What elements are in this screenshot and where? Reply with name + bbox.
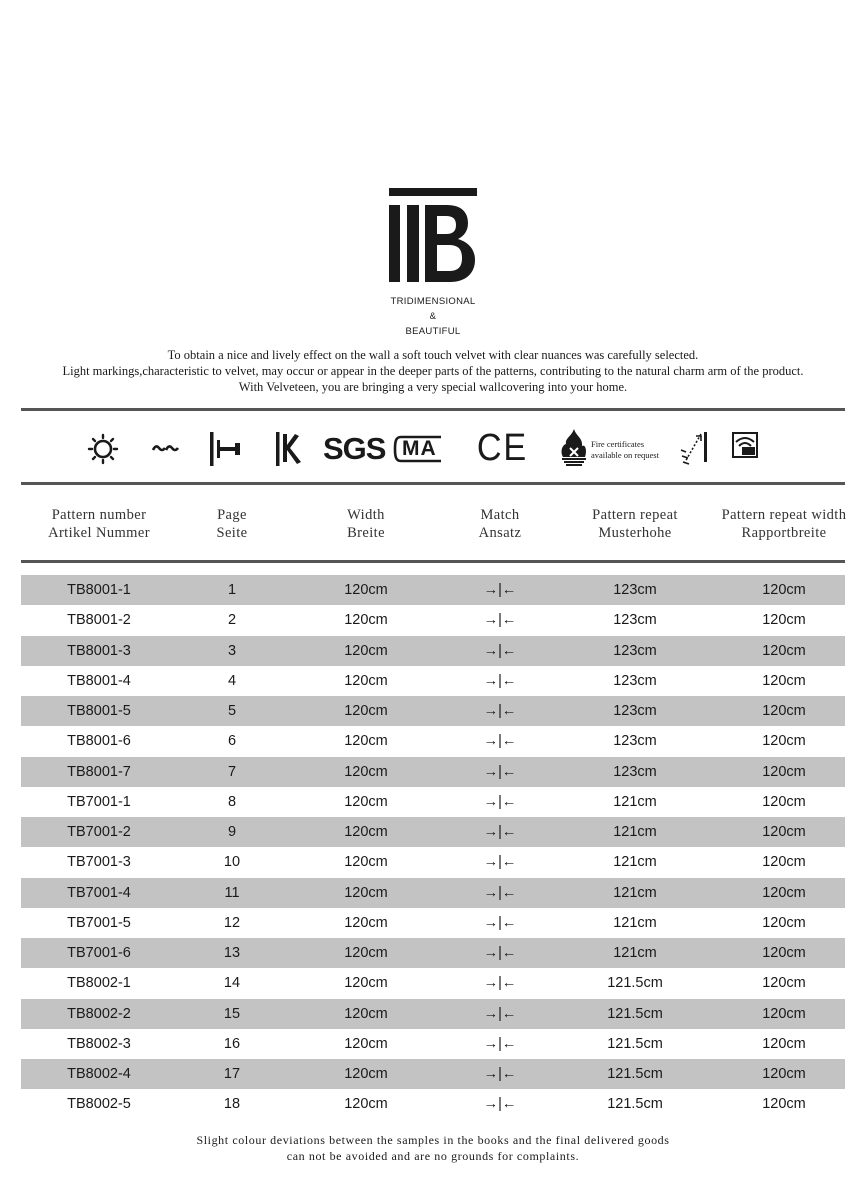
- table-row: [21, 968, 845, 998]
- cell-page: 17: [223, 1066, 241, 1082]
- cell-page: 10: [223, 854, 241, 871]
- cell-pattern: TB8001-4: [67, 672, 131, 689]
- header-divider: [21, 560, 845, 563]
- cell-page: 16: [223, 1035, 241, 1052]
- peelable-icon: [679, 428, 713, 468]
- cell-match: →|←: [483, 582, 517, 598]
- cell-match: →|←: [483, 854, 517, 871]
- header-en: Pattern repeat width: [721, 507, 847, 523]
- cell-repeat: 121cm: [613, 945, 657, 961]
- table-row: [21, 1029, 845, 1059]
- cell-page: 13: [223, 945, 241, 961]
- cell-repeat: 121.5cm: [607, 975, 663, 992]
- cell-repeat-width: 120cm: [762, 854, 806, 871]
- brand-line-1: TRIDIMENSIONAL: [390, 296, 476, 307]
- cell-repeat-width: 120cm: [762, 733, 806, 750]
- cell-page: 4: [227, 672, 237, 689]
- cell-match: →|←: [483, 733, 517, 750]
- washable-icon: [732, 432, 758, 458]
- cell-pattern: TB7001-4: [67, 884, 131, 901]
- cell-match: →|←: [483, 642, 517, 659]
- cell-page: 15: [223, 1005, 241, 1022]
- table-row: [21, 757, 845, 787]
- cell-pattern: TB8002-3: [67, 1035, 131, 1052]
- cell-pattern: TB8001-6: [67, 733, 131, 750]
- cell-match: →|←: [483, 672, 517, 689]
- cell-repeat-width: 120cm: [762, 763, 806, 780]
- cell-pattern: TB7001-3: [67, 854, 131, 871]
- cell-width: 120cm: [344, 1066, 388, 1082]
- brand-line-3: BEAUTIFUL: [405, 326, 461, 337]
- cell-repeat-width: 120cm: [762, 582, 806, 598]
- cell-repeat: 123cm: [613, 703, 657, 719]
- cell-page: 2: [227, 612, 237, 629]
- cell-pattern: TB7001-1: [67, 793, 131, 810]
- cell-page: 3: [227, 642, 237, 659]
- table-row: [21, 817, 845, 847]
- cell-match: →|←: [483, 1096, 517, 1113]
- intro-line-1: To obtain a nice and lively effect on the wall a soft touch velvet with clear nuances was carefully selected.: [167, 348, 699, 362]
- header-pattern-repeat-width: [715, 506, 853, 542]
- table-row: [21, 908, 845, 938]
- cell-match: →|←: [483, 703, 517, 719]
- table-row: [21, 1089, 845, 1119]
- header-de: Rapportbreite: [741, 525, 827, 541]
- cell-pattern: TB8001-3: [67, 642, 131, 659]
- cell-match: →|←: [483, 763, 517, 780]
- intro-line-2: Light markings,characteristic to velvet, may occur or appear in the deeper parts of the patterns, contributing to the natural charm arm of the product.: [62, 364, 804, 378]
- ce-mark: CE: [476, 427, 528, 469]
- sun-icon: [87, 433, 119, 465]
- disclaimer-line-2: can not be avoided and are no grounds for complaints.: [286, 1149, 580, 1163]
- cell-repeat: 121cm: [613, 824, 657, 840]
- table-row: [21, 999, 845, 1029]
- cell-repeat: 123cm: [613, 763, 657, 780]
- cell-width: 120cm: [344, 733, 388, 750]
- table-row: [21, 787, 845, 817]
- cell-repeat: 121cm: [613, 914, 657, 931]
- cell-pattern: TB8002-2: [67, 1005, 131, 1022]
- header-de: Musterhohe: [598, 525, 672, 541]
- cell-width: 120cm: [344, 914, 388, 931]
- cell-width: 120cm: [344, 612, 388, 629]
- cell-repeat-width: 120cm: [762, 642, 806, 659]
- cell-width: 120cm: [344, 945, 388, 961]
- table-row: [21, 878, 845, 908]
- header-pattern-number: [21, 506, 177, 542]
- table-row: [21, 1059, 845, 1089]
- cell-repeat: 121.5cm: [607, 1035, 663, 1052]
- cell-page: 1: [227, 582, 237, 598]
- cell-pattern: TB7001-2: [67, 824, 131, 840]
- cell-repeat-width: 120cm: [762, 945, 806, 961]
- cell-repeat: 121.5cm: [607, 1096, 663, 1113]
- wave-icon: [151, 440, 181, 456]
- cell-repeat-width: 120cm: [762, 672, 806, 689]
- cell-pattern: TB8002-1: [67, 975, 131, 992]
- cell-match: →|←: [483, 975, 517, 992]
- cell-page: 7: [227, 763, 237, 780]
- cell-width: 120cm: [344, 763, 388, 780]
- fire-certificates-text: [591, 439, 659, 461]
- header-en: Width: [347, 507, 385, 523]
- cell-width: 120cm: [344, 1096, 388, 1113]
- cell-width: 120cm: [344, 672, 388, 689]
- cell-repeat: 121.5cm: [607, 1005, 663, 1022]
- cma-text: MA: [402, 437, 437, 460]
- cell-pattern: TB8001-2: [67, 612, 131, 629]
- header-de: Breite: [347, 525, 385, 541]
- brand-tagline: [0, 294, 866, 339]
- table-row: [21, 605, 845, 635]
- header-pattern-repeat: [555, 506, 715, 542]
- cell-repeat-width: 120cm: [762, 703, 806, 719]
- cma-logo: [393, 433, 443, 463]
- table-header: [21, 506, 845, 546]
- tb-logo: [389, 188, 477, 282]
- cell-width: 120cm: [344, 824, 388, 840]
- sgs-logo: SGS: [323, 431, 386, 466]
- cell-repeat: 123cm: [613, 733, 657, 750]
- cell-repeat-width: 120cm: [762, 1005, 806, 1022]
- cell-repeat: 123cm: [613, 612, 657, 629]
- cell-pattern: TB7001-6: [67, 945, 131, 961]
- product-icons: [21, 422, 845, 477]
- disclaimer: [0, 1132, 866, 1164]
- header-en: Page: [217, 507, 247, 523]
- cell-pattern: TB8002-5: [67, 1096, 131, 1113]
- fire-icon: [559, 428, 589, 466]
- cell-match: →|←: [483, 884, 517, 901]
- brand-line-2: &: [429, 311, 437, 322]
- cell-pattern: TB8001-7: [67, 763, 131, 780]
- header-page: [177, 506, 287, 542]
- fire-text-line-1: Fire certificates: [591, 439, 645, 449]
- header-width: [287, 506, 445, 542]
- cell-page: 14: [223, 975, 241, 992]
- header-en: Pattern repeat: [592, 507, 678, 523]
- header-de: Seite: [216, 525, 248, 541]
- table-row: [21, 666, 845, 696]
- cell-repeat: 121cm: [613, 854, 657, 871]
- cell-width: 120cm: [344, 793, 388, 810]
- cell-page: 5: [227, 703, 237, 719]
- header-en: Pattern number: [51, 507, 147, 523]
- cell-pattern: TB8001-5: [67, 703, 131, 719]
- cell-width: 120cm: [344, 582, 388, 598]
- cell-page: 9: [227, 824, 237, 840]
- intro-text: [0, 347, 866, 395]
- cell-width: 120cm: [344, 1035, 388, 1052]
- cell-match: →|←: [483, 824, 517, 840]
- cell-width: 120cm: [344, 703, 388, 719]
- cell-repeat: 121cm: [613, 884, 657, 901]
- table-row: [21, 847, 845, 877]
- cell-repeat-width: 120cm: [762, 884, 806, 901]
- cell-repeat-width: 120cm: [762, 612, 806, 629]
- pattern-table: [21, 575, 845, 1120]
- cell-page: 12: [223, 914, 241, 931]
- header-de: Ansatz: [478, 525, 522, 541]
- fire-text-line-2: available on request: [591, 450, 659, 460]
- cell-pattern: TB8002-4: [67, 1066, 131, 1082]
- paste-wall-icon: [207, 430, 243, 468]
- cell-repeat: 121.5cm: [607, 1066, 663, 1082]
- cell-width: 120cm: [344, 975, 388, 992]
- cell-repeat: 123cm: [613, 672, 657, 689]
- cell-match: →|←: [483, 1066, 517, 1082]
- cell-match: →|←: [483, 793, 517, 810]
- cell-repeat-width: 120cm: [762, 824, 806, 840]
- cell-match: →|←: [483, 1005, 517, 1022]
- disclaimer-line-1: Slight colour deviations between the samples in the books and the final delivered goods: [196, 1133, 670, 1147]
- cell-repeat-width: 120cm: [762, 1066, 806, 1082]
- header-de: Artikel Nummer: [48, 525, 150, 541]
- cell-repeat-width: 120cm: [762, 1096, 806, 1113]
- header-match: [445, 506, 555, 542]
- table-row: [21, 726, 845, 756]
- top-divider: [21, 408, 845, 411]
- table-row: [21, 575, 845, 605]
- cell-width: 120cm: [344, 854, 388, 871]
- cell-width: 120cm: [344, 642, 388, 659]
- cell-repeat-width: 120cm: [762, 914, 806, 931]
- table-row: [21, 938, 845, 968]
- cell-repeat-width: 120cm: [762, 793, 806, 810]
- cell-match: →|←: [483, 612, 517, 629]
- cell-width: 120cm: [344, 1005, 388, 1022]
- icons-divider: [21, 482, 845, 485]
- intro-line-3: With Velveteen, you are bringing a very special wallcovering into your home.: [238, 380, 628, 394]
- cell-match: →|←: [483, 1035, 517, 1052]
- cell-repeat: 121cm: [613, 793, 657, 810]
- cell-repeat-width: 120cm: [762, 1035, 806, 1052]
- cell-match: →|←: [483, 914, 517, 931]
- cell-page: 6: [227, 733, 237, 750]
- cell-repeat: 123cm: [613, 582, 657, 598]
- cell-repeat: 123cm: [613, 642, 657, 659]
- cell-match: →|←: [483, 945, 517, 961]
- cell-pattern: TB7001-5: [67, 914, 131, 931]
- strippable-icon: [273, 430, 305, 468]
- header-en: Match: [480, 507, 520, 523]
- cell-page: 11: [224, 884, 240, 901]
- cell-page: 8: [227, 793, 237, 810]
- table-row: [21, 696, 845, 726]
- cell-page: 18: [223, 1096, 241, 1113]
- table-row: [21, 636, 845, 666]
- cell-repeat-width: 120cm: [762, 975, 806, 992]
- cell-pattern: TB8001-1: [67, 582, 131, 598]
- cell-width: 120cm: [344, 884, 388, 901]
